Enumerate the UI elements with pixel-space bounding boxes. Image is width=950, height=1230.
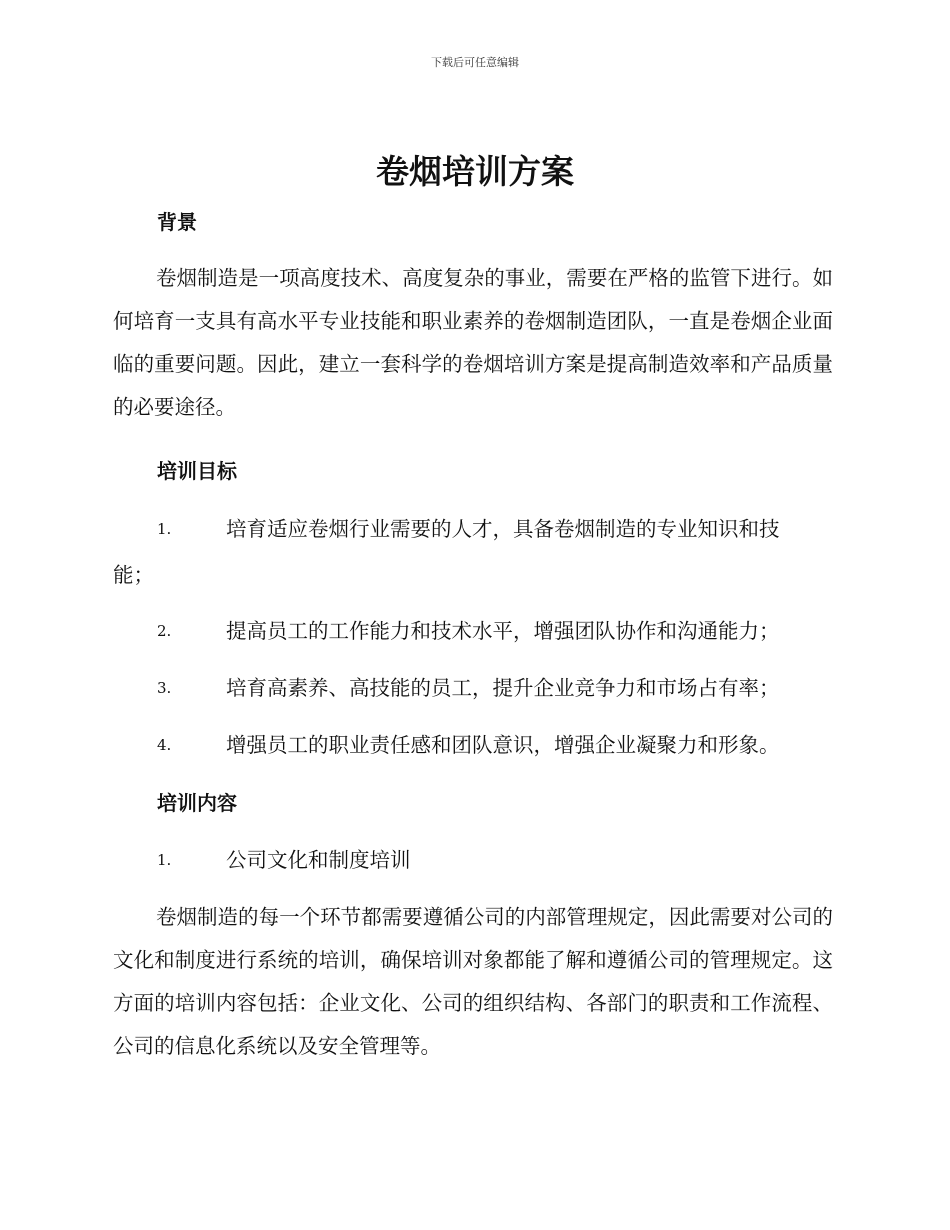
goal-item-3 bbox=[113, 665, 833, 711]
section-heading-background: 背景 bbox=[157, 210, 197, 234]
background-paragraph: 卷烟制造是一项高度技术、高度复杂的事业，需要在严格的监管下进行。如何培育一支具有高水平专业技能和职业素养的卷烟制造团队，一直是卷烟企业面临的重要问题。因此，建立一套科学的卷烟培训方案是提高制造效率和产品质量的必要途径。 bbox=[113, 266, 833, 419]
list-item-text: 提高员工的工作能力和技术水平，增强团队协作和沟通能力； bbox=[226, 619, 780, 643]
goal-item-2 bbox=[113, 608, 833, 654]
list-number: 1. bbox=[157, 851, 172, 869]
list-item-text: 增强员工的职业责任感和团队意识，增强企业凝聚力和形象。 bbox=[226, 733, 780, 757]
list-item-text: 公司文化和制度培训 bbox=[226, 848, 411, 872]
section-heading-goals: 培训目标 bbox=[157, 459, 237, 483]
page-header-note: 下载后可任意编辑 bbox=[431, 56, 519, 69]
content-item-1 bbox=[113, 837, 833, 883]
list-number: 4. bbox=[157, 736, 172, 754]
goal-item-4 bbox=[113, 722, 833, 768]
list-item-continuation: 能； bbox=[113, 563, 154, 587]
content-paragraph: 卷烟制造的每一个环节都需要遵循公司的内部管理规定，因此需要对公司的文化和制度进行系统的培训，确保培训对象都能了解和遵循公司的管理规定。这方面的培训内容包括：企业文化、公司的组织结构、各部门的职责和工作流程、公司的信息化系统以及安全管理等。 bbox=[113, 905, 833, 1058]
list-number: 2. bbox=[157, 622, 172, 640]
list-item-text: 培育适应卷烟行业需要的人才，具备卷烟制造的专业知识和技 bbox=[226, 517, 780, 541]
goal-item-1 bbox=[113, 506, 833, 598]
list-item-text: 培育高素养、高技能的员工，提升企业竞争力和市场占有率； bbox=[226, 676, 780, 700]
section-heading-content: 培训内容 bbox=[157, 791, 237, 815]
list-number: 1. bbox=[157, 520, 172, 538]
list-number: 3. bbox=[157, 679, 172, 697]
document-title: 卷烟培训方案 bbox=[376, 152, 574, 191]
